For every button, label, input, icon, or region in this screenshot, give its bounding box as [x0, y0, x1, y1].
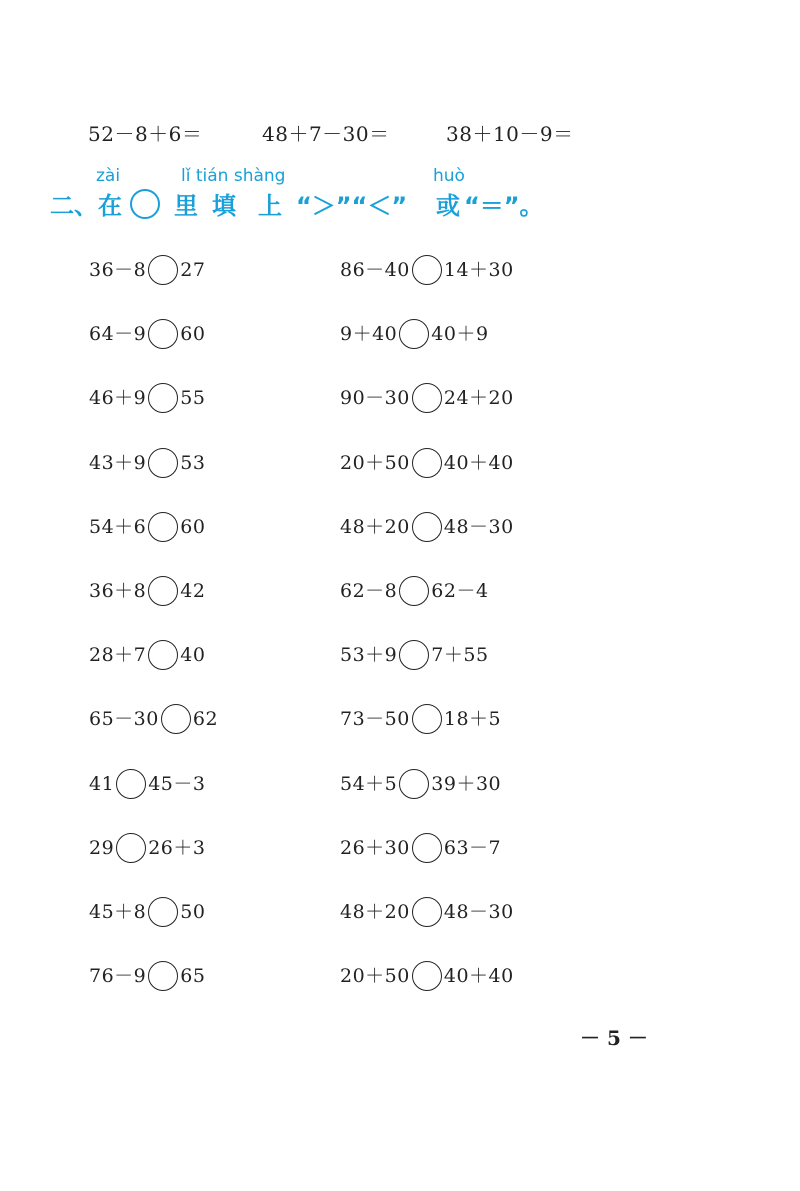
problem-left-expression: 20＋50 — [340, 965, 410, 988]
problem-left-expression: 53＋9 — [340, 644, 398, 667]
pinyin-zai: zài — [96, 166, 121, 186]
comparison-problem — [340, 252, 514, 288]
answer-circle[interactable] — [148, 640, 178, 670]
problem-right-expression: 60 — [180, 515, 206, 538]
problem-left-expression: 54＋6 — [89, 515, 147, 538]
answer-circle[interactable] — [148, 512, 178, 542]
problem-left-expression: 65－30 — [89, 708, 159, 731]
answer-circle[interactable] — [412, 961, 442, 991]
symbol-eq-end: “＝”。 — [464, 192, 544, 220]
char-huo: 或 — [436, 192, 460, 220]
top-exercise-1: 52－8＋6＝ — [88, 122, 203, 146]
answer-circle[interactable] — [412, 255, 442, 285]
problem-right-expression: 45－3 — [148, 772, 206, 795]
comparison-problem — [340, 509, 514, 545]
comparison-problem — [89, 894, 205, 930]
problem-left-expression: 62－8 — [340, 580, 398, 602]
comparison-problem — [89, 701, 218, 737]
problem-left-expression: 36＋8 — [89, 580, 147, 602]
problem-left-expression: 46＋9 — [89, 387, 147, 410]
comparison-problem — [340, 445, 514, 481]
comparison-problem — [340, 766, 501, 802]
problem-right-expression: 48－30 — [443, 515, 514, 538]
answer-circle[interactable] — [148, 448, 178, 478]
comparison-problem — [340, 894, 514, 930]
problem-right-expression: 50 — [180, 901, 206, 923]
problem-right-expression: 48－30 — [443, 901, 514, 923]
comparison-problem — [89, 380, 205, 416]
answer-circle[interactable] — [148, 383, 178, 413]
comparison-problem — [89, 958, 205, 994]
problem-right-expression: 40＋40 — [443, 451, 514, 474]
problem-right-expression: 65 — [180, 965, 206, 988]
problem-right-expression: 39＋30 — [431, 772, 502, 795]
answer-circle[interactable] — [116, 833, 146, 863]
comparison-problem — [89, 252, 205, 288]
comparison-problem — [340, 380, 514, 416]
answer-circle[interactable] — [399, 576, 429, 606]
comparison-problem — [89, 445, 205, 481]
problem-left-expression: 54＋5 — [340, 772, 398, 795]
problem-left-expression: 43＋9 — [89, 451, 147, 474]
problem-right-expression: 40＋40 — [443, 965, 514, 988]
top-exercise-row — [0, 118, 800, 148]
problem-left-expression: 41 — [89, 772, 115, 795]
comparison-problem — [340, 573, 489, 609]
section-heading — [50, 188, 610, 228]
problem-left-expression: 45＋8 — [89, 901, 147, 923]
problem-right-expression: 27 — [180, 259, 206, 281]
problem-left-expression: 86－40 — [340, 259, 410, 281]
problem-left-expression: 76－9 — [89, 965, 147, 988]
answer-circle[interactable] — [399, 640, 429, 670]
problem-right-expression: 63－7 — [443, 836, 502, 859]
problem-right-expression: 14＋30 — [443, 259, 514, 281]
char-tian: 填 — [212, 192, 236, 220]
symbols-gt-lt: “＞”“＜” — [296, 192, 408, 220]
problem-right-expression: 26＋3 — [148, 836, 206, 859]
problem-left-expression: 36－8 — [89, 259, 147, 281]
problem-right-expression: 62 — [192, 708, 219, 731]
comparison-problem — [89, 509, 205, 545]
comparison-problem — [89, 573, 205, 609]
problem-right-expression: 55 — [180, 387, 206, 410]
problem-right-expression: 42 — [180, 580, 206, 602]
answer-circle[interactable] — [412, 704, 442, 734]
comparison-problem — [340, 830, 501, 866]
answer-circle[interactable] — [161, 704, 191, 734]
answer-circle[interactable] — [412, 383, 442, 413]
comparison-problem — [89, 316, 205, 352]
answer-circle[interactable] — [399, 769, 429, 799]
answer-circle[interactable] — [148, 576, 178, 606]
answer-circle[interactable] — [399, 319, 429, 349]
char-li: 里 — [174, 192, 198, 220]
answer-circle[interactable] — [412, 897, 442, 927]
char-shang: 上 — [258, 192, 282, 220]
page-number: － 5 － — [580, 1026, 648, 1050]
problem-left-expression: 90－30 — [340, 387, 410, 410]
problem-left-expression: 20＋50 — [340, 451, 410, 474]
answer-circle[interactable] — [412, 512, 442, 542]
answer-circle[interactable] — [116, 769, 146, 799]
comparison-problem — [340, 637, 489, 673]
problem-left-expression: 9＋40 — [340, 323, 398, 346]
problem-left-expression: 64－9 — [89, 323, 147, 346]
top-exercise-2: 48＋7－30＝ — [262, 122, 390, 146]
problem-right-expression: 53 — [180, 451, 206, 474]
circle-symbol — [130, 189, 160, 219]
problem-right-expression: 18＋5 — [443, 708, 502, 731]
pinyin-huo: huò — [433, 166, 465, 186]
pinyin-row — [0, 166, 800, 188]
answer-circle[interactable] — [412, 448, 442, 478]
problem-left-expression: 48＋20 — [340, 515, 410, 538]
problem-right-expression: 60 — [180, 323, 206, 346]
top-exercise-3: 38＋10－9＝ — [446, 122, 574, 146]
comparison-problem — [340, 316, 489, 352]
problem-right-expression: 24＋20 — [443, 387, 514, 410]
answer-circle[interactable] — [412, 833, 442, 863]
problem-right-expression: 7＋55 — [431, 644, 489, 667]
problem-left-expression: 48＋20 — [340, 901, 410, 923]
problem-left-expression: 28＋7 — [89, 644, 147, 667]
problem-right-expression: 40＋9 — [431, 323, 489, 346]
comparison-problem — [89, 766, 205, 802]
problem-left-expression: 73－50 — [340, 708, 410, 731]
comparison-problem — [89, 637, 205, 673]
answer-circle[interactable] — [148, 255, 178, 285]
problem-right-expression: 40 — [180, 644, 206, 667]
comparison-problem — [340, 701, 501, 737]
problem-left-expression: 29 — [89, 836, 115, 859]
problem-left-expression: 26＋30 — [340, 836, 410, 859]
pinyin-li-tian-shang: lǐ tián shàng — [181, 166, 286, 186]
section-number: 二、 — [50, 192, 98, 220]
answer-circle[interactable] — [148, 897, 178, 927]
answer-circle[interactable] — [148, 319, 178, 349]
problem-right-expression: 62－4 — [431, 580, 489, 602]
char-zai: 在 — [98, 192, 122, 220]
comparison-problem — [340, 958, 514, 994]
comparison-problem — [89, 830, 205, 866]
answer-circle[interactable] — [148, 961, 178, 991]
